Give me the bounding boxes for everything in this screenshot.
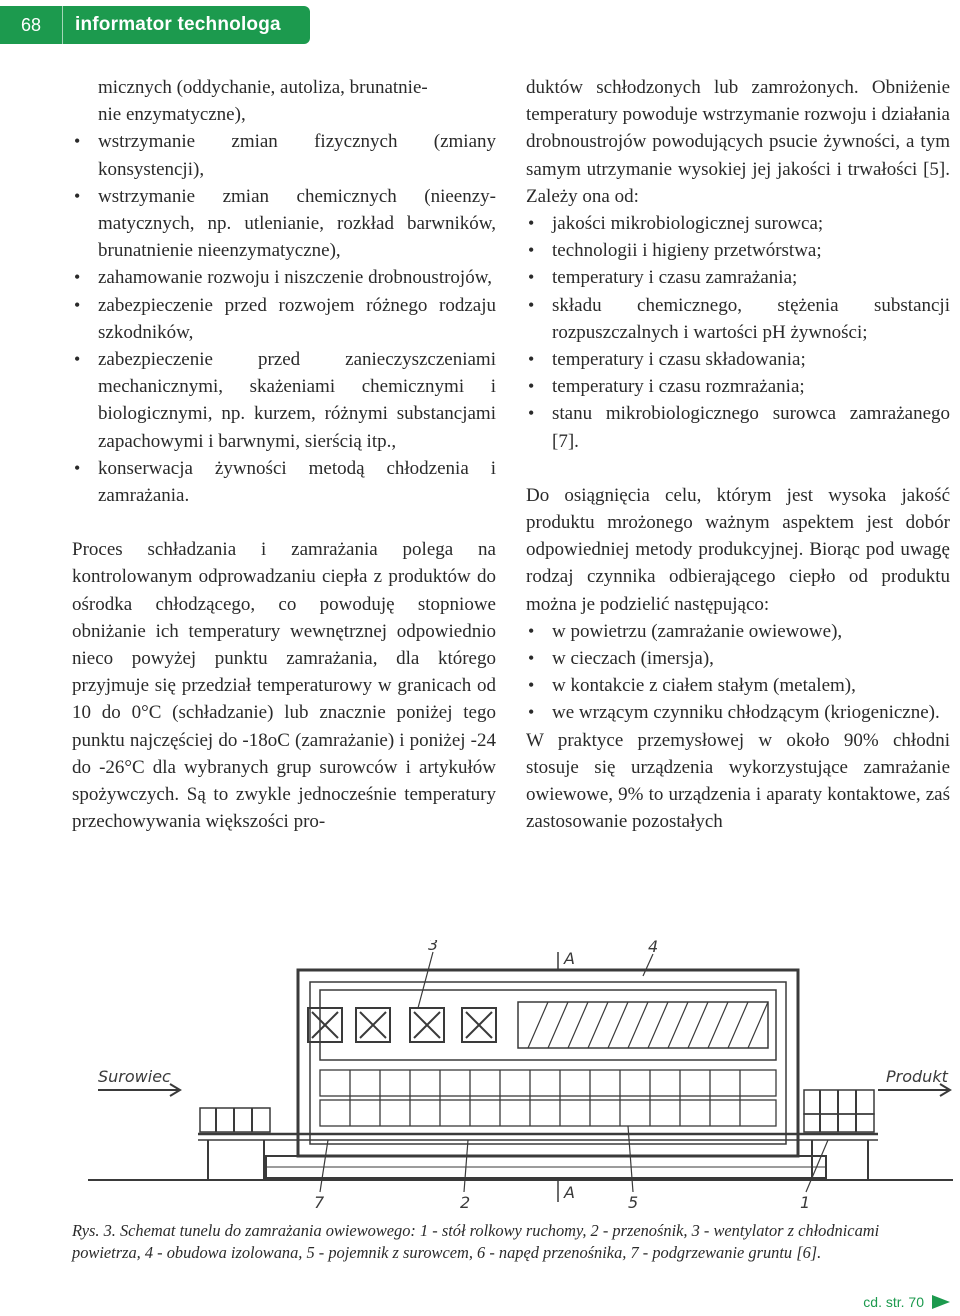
methods-list: [526, 618, 950, 727]
insulated-housing: [298, 970, 798, 1156]
list-item: • w cieczach (imersja),: [526, 645, 950, 672]
list-item: • zabezpieczenie przed rozwojem różnego rodzaju szkodników,: [72, 292, 496, 346]
list-item: • zabezpieczenie przed zanieczyszczeniami mechanicznymi, skażeniami chemicznymi i biologicznymi, np. kurzem, różnymi substancjami zapachowymi i barwnymi, sierścią itp.,: [72, 346, 496, 455]
journal-title: informator technologa: [75, 14, 281, 35]
callout-2: 2: [460, 1193, 471, 1212]
factors-list: [526, 210, 950, 455]
product-containers: [320, 1070, 776, 1126]
input-label: Surowiec: [98, 1067, 171, 1086]
page-number: 68: [0, 6, 63, 44]
page-header: [0, 6, 310, 44]
list-item: • temperatury i czasu zamrażania;: [526, 264, 950, 291]
callout-5: 5: [628, 1193, 639, 1212]
list-item: • wstrzymanie zmian chemicznych (nieenzymatycznych, np. utlenianie, rozkład barwników, brunatnienie nieenzymatyczne),: [72, 183, 496, 265]
callout-7: 7: [314, 1193, 325, 1212]
intro-line: nie enzymatyczne),: [98, 104, 246, 126]
list-item: • w kontakcie z ciałem stałym (metalem),: [526, 672, 950, 699]
callout-4: 4: [648, 940, 659, 956]
left-column: [72, 74, 496, 835]
callout-1: 1: [800, 1193, 811, 1212]
callout-A-bottom: A: [564, 1183, 575, 1202]
intro-text: [72, 74, 496, 128]
list-item: • wstrzymanie zmian fizycznych (zmiany konsystencji),: [72, 128, 496, 182]
callout-3: 3: [428, 940, 439, 954]
list-item: • jakości mikrobiologicznej surowca;: [526, 210, 950, 237]
list-item: • konserwacja żywności metodą chłodzenia i zamrażania.: [72, 455, 496, 509]
list-item: • stanu mikrobiologicznego surowca zamrażanego [7].: [526, 400, 950, 454]
list-item: • temperatury i czasu składowania;: [526, 346, 950, 373]
continued-text: cd. str. 70: [863, 1294, 924, 1310]
list-item: • składu chemicznego, stężenia substancji rozpuszczalnych i wartości pH żywności;: [526, 292, 950, 346]
continued-link[interactable]: [863, 1294, 950, 1310]
list-item: • technologii i higieny przetwórstwa;: [526, 237, 950, 264]
callout-A-top: A: [564, 949, 575, 968]
roller-table-left: [200, 1108, 270, 1180]
right-column: [526, 74, 950, 835]
arrow-right-icon: [932, 1295, 950, 1309]
list-item: • zahamowanie rozwoju i niszczenie drobnoustrojów,: [72, 264, 496, 291]
list-item: • temperatury i czasu rozmrażania;: [526, 373, 950, 400]
tunnel-freezer-diagram: [88, 940, 958, 1212]
body-paragraph: duktów schłodzonych lub zamrożonych. Obniżenie temperatury powoduje wstrzymanie rozwoju i działania drobnoustrojów powodujących psucie żywności, a tym samym utrzymanie wysokiej jej jakości i trwałości [5]. Zależy ona od:: [526, 77, 950, 207]
intro-line: micznych (oddychanie, autoliza, brunatnie-: [98, 77, 428, 98]
figure-caption: Rys. 3. Schemat tunelu do zamrażania owiewowego: 1 - stół rolkowy ruchomy, 2 - przenośnik, 3 - wentylator z chłodnicami powietrza, 4 - obudowa izolowana, 5 - pojemnik z surowcem, 6 - napęd przenośnika, 7 - podgrzewanie gruntu [6].: [72, 1221, 880, 1262]
left-bullet-list: [72, 128, 496, 509]
body-paragraph: W praktyce przemysłowej w około 90% chłodni stosuje się urządzenia wykorzystujące zamrażanie owiewowe, 9% to urządzenia i aparaty kontaktowe, zaś zastosowanie pozostałych: [526, 729, 950, 833]
fan-chamber: [320, 990, 776, 1060]
list-item: • w powietrzu (zamrażanie owiewowe),: [526, 618, 950, 645]
fan-icons: [308, 1008, 496, 1042]
list-item: • we wrzącym czynniku chłodzącym (kriogeniczne).: [526, 699, 950, 726]
body-paragraph: Proces schładzania i zamrażania polega na kontrolowanym odprowadzaniu ciepła z produktów do ośrodka chłodzącego, co powoduję stopniowe obniżanie ich temperatury wewnętrznej odpowiednio nieco powyżej punktu zamrażania, dla którego przyjmuje się przedział temperaturowy w granicach od 10 do 0°C (schładzanie) lub znacznie poniżej tego punktu najczęściej do -18oC (zamrażanie) i poniżej -24 do -26°C dla wybranych grup surowców i artykułów spożywczych. Są to zwykle jednocześnie temperatury przechowywania większości pro-: [72, 539, 496, 833]
output-label: Produkt: [886, 1067, 948, 1086]
body-paragraph: Do osiągnięcia celu, którym jest wysoka jakość produktu mrożonego ważnym aspektem jest dobór odpowiedniej metody produkcyjnej. Biorąc pod uwagę rodzaj czynnika odbierającego ciepło od produktu można je podzielić następująco:: [526, 484, 950, 615]
